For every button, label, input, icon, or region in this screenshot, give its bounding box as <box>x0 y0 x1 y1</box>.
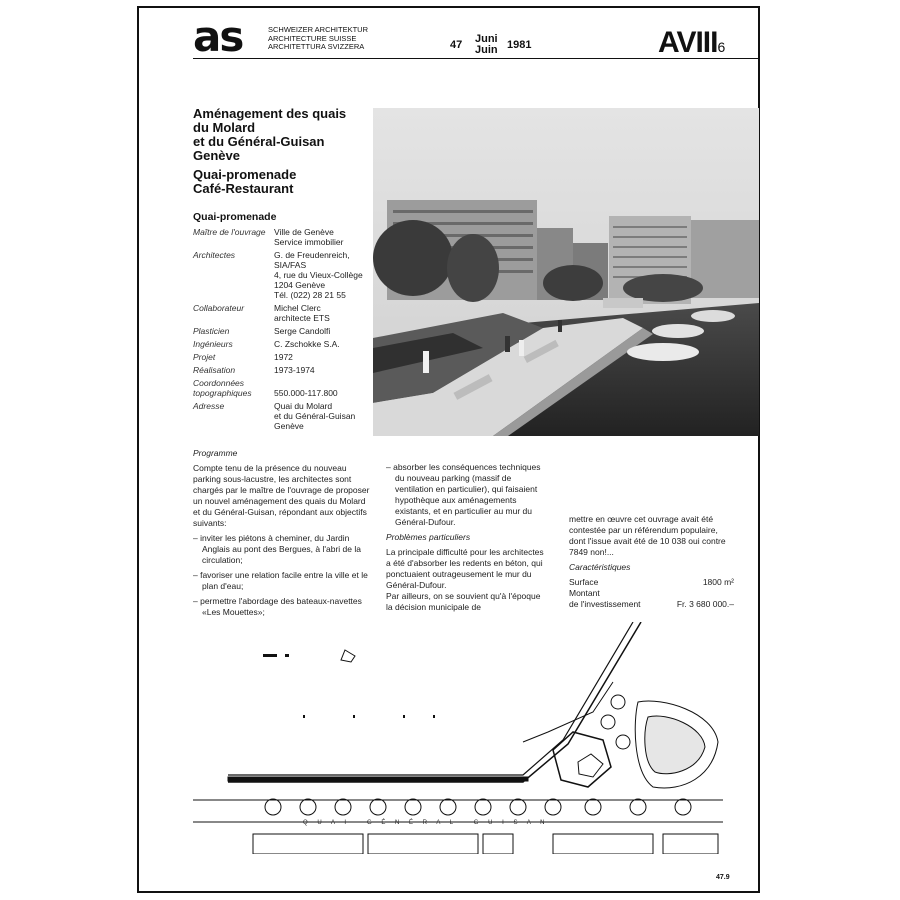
section-heading: Quai-promenade <box>193 211 277 223</box>
project-info-table <box>193 227 384 433</box>
title-line: Genève <box>193 148 240 163</box>
programme-item: – inviter les piétons à cheminer, du Jardin Anglais au pont des Bergues, à l'abri de la circulation; <box>193 533 361 565</box>
info-value: Serge Candolfi <box>274 326 331 336</box>
referendum-text: mettre en œuvre cet ouvrage avait été contestée par un référendum populaire, dont l'issue avait été de 10 038 oui contre 7849 non!... <box>569 514 726 557</box>
programme-item: – favoriser une relation facile entre la ville et le plan d'eau; <box>193 570 368 591</box>
info-row <box>193 339 384 349</box>
info-row <box>193 401 384 431</box>
info-label: Projet <box>193 352 216 362</box>
programme-intro: Compte tenu de la présence du nouveau parking sous-lacustre, les architectes sont chargés par le maître de l'ouvrage de proposer un nouvel aménagement des quais du Molard et du Général-Guisan, répondant aux objectifs suivants: <box>193 463 370 528</box>
programme-heading: Programme <box>193 448 238 458</box>
problems-heading: Problèmes particuliers <box>386 532 471 542</box>
publication-name <box>268 26 368 52</box>
programme-item: – permettre l'abordage des bateaux-navettes «Les Mouettes»; <box>193 596 362 617</box>
info-row <box>193 352 384 362</box>
info-value: Quai du Molard et du Général-Guisan Genève <box>274 401 356 431</box>
info-row <box>193 378 384 398</box>
sheet-code-main: AVIII <box>658 26 718 59</box>
title-line: Aménagement des quais <box>193 106 347 121</box>
info-value: G. de Freudenreich, SIA/FAS 4, rue du Vieux-Collège 1204 Genève Tél. (022) 28 21 55 <box>274 250 363 300</box>
info-label: Collaborateur <box>193 303 245 313</box>
info-row <box>193 303 384 323</box>
info-value: 550.000-117.800 <box>274 388 338 398</box>
info-label: Coordonnées topographiques <box>193 378 252 398</box>
info-row <box>193 326 384 336</box>
info-label: Maître de l'ouvrage <box>193 227 266 237</box>
surface-value: 1800 m² <box>702 577 734 587</box>
montant-label-2: de l'investissement <box>569 599 641 609</box>
problems-text: La principale difficulté pour les architectes a été d'absorber les redents en béton, qui ponctuaient outrageusement le mur du Général-Dufour. Par ailleurs, on se souvient qu'à l'époque la décision municipale de <box>386 547 544 612</box>
month-de: Juni <box>475 33 498 45</box>
subtitle-line: Quai-promenade <box>193 167 297 182</box>
publication-line-it: ARCHITETTURA SVIZZERA <box>268 42 365 51</box>
info-row <box>193 365 384 375</box>
info-value: Michel Clerc architecte ETS <box>274 303 330 323</box>
info-label: Plasticien <box>193 326 230 336</box>
montant-label: Montant <box>569 588 600 598</box>
page-number: 47.9 <box>716 874 730 881</box>
info-label: Réalisation <box>193 365 236 375</box>
month-fr: Juin <box>475 44 498 56</box>
issue-number: 47 <box>450 39 463 51</box>
publication-line-de: SCHWEIZER ARCHITEKTUR <box>268 25 369 34</box>
info-value: C. Zschokke S.A. <box>274 339 340 349</box>
characteristics-column <box>569 514 734 610</box>
programme-column <box>193 448 371 622</box>
surface-label: Surface <box>569 577 599 587</box>
characteristics-heading: Caractéristiques <box>569 562 631 572</box>
quay-photograph <box>373 108 759 436</box>
problems-column <box>386 462 548 617</box>
info-value: 1972 <box>274 352 293 362</box>
info-value: Ville de Genève Service immobilier <box>274 227 344 247</box>
sheet-code-sub: 6 <box>717 39 725 55</box>
page-subtitle <box>193 168 296 196</box>
info-label: Architectes <box>193 250 236 260</box>
plan-street-label: Q U A I G É N É R A L G U I S A N <box>303 820 549 826</box>
info-row <box>193 250 384 300</box>
publication-line-fr: ARCHITECTURE SUISSE <box>268 33 357 43</box>
programme-item: – absorber les conséquences techniques du nouveau parking (massif de ventilation en particulier), qui faisaient hypothèque aux aménagements existants, et en particulier au mur du Général-Dufour. <box>386 462 541 527</box>
issue-year: 1981 <box>507 39 532 51</box>
page-title <box>193 107 373 163</box>
montant-value: Fr. 3 680 000.– <box>676 599 734 609</box>
info-label: Adresse <box>193 401 225 411</box>
info-label: Ingénieurs <box>193 339 233 349</box>
info-row <box>193 227 384 247</box>
title-line: et du Général-Guisan <box>193 134 325 149</box>
issue-month <box>475 34 498 56</box>
sheet-code <box>658 26 724 60</box>
header-rule <box>193 58 759 59</box>
surface-row <box>569 577 734 588</box>
publication-logo: as <box>193 12 243 61</box>
subtitle-line: Café-Restaurant <box>193 181 294 196</box>
title-line: du Molard <box>193 120 256 135</box>
info-value: 1973-1974 <box>274 365 315 375</box>
site-plan <box>193 622 723 854</box>
montant-row <box>569 599 734 610</box>
